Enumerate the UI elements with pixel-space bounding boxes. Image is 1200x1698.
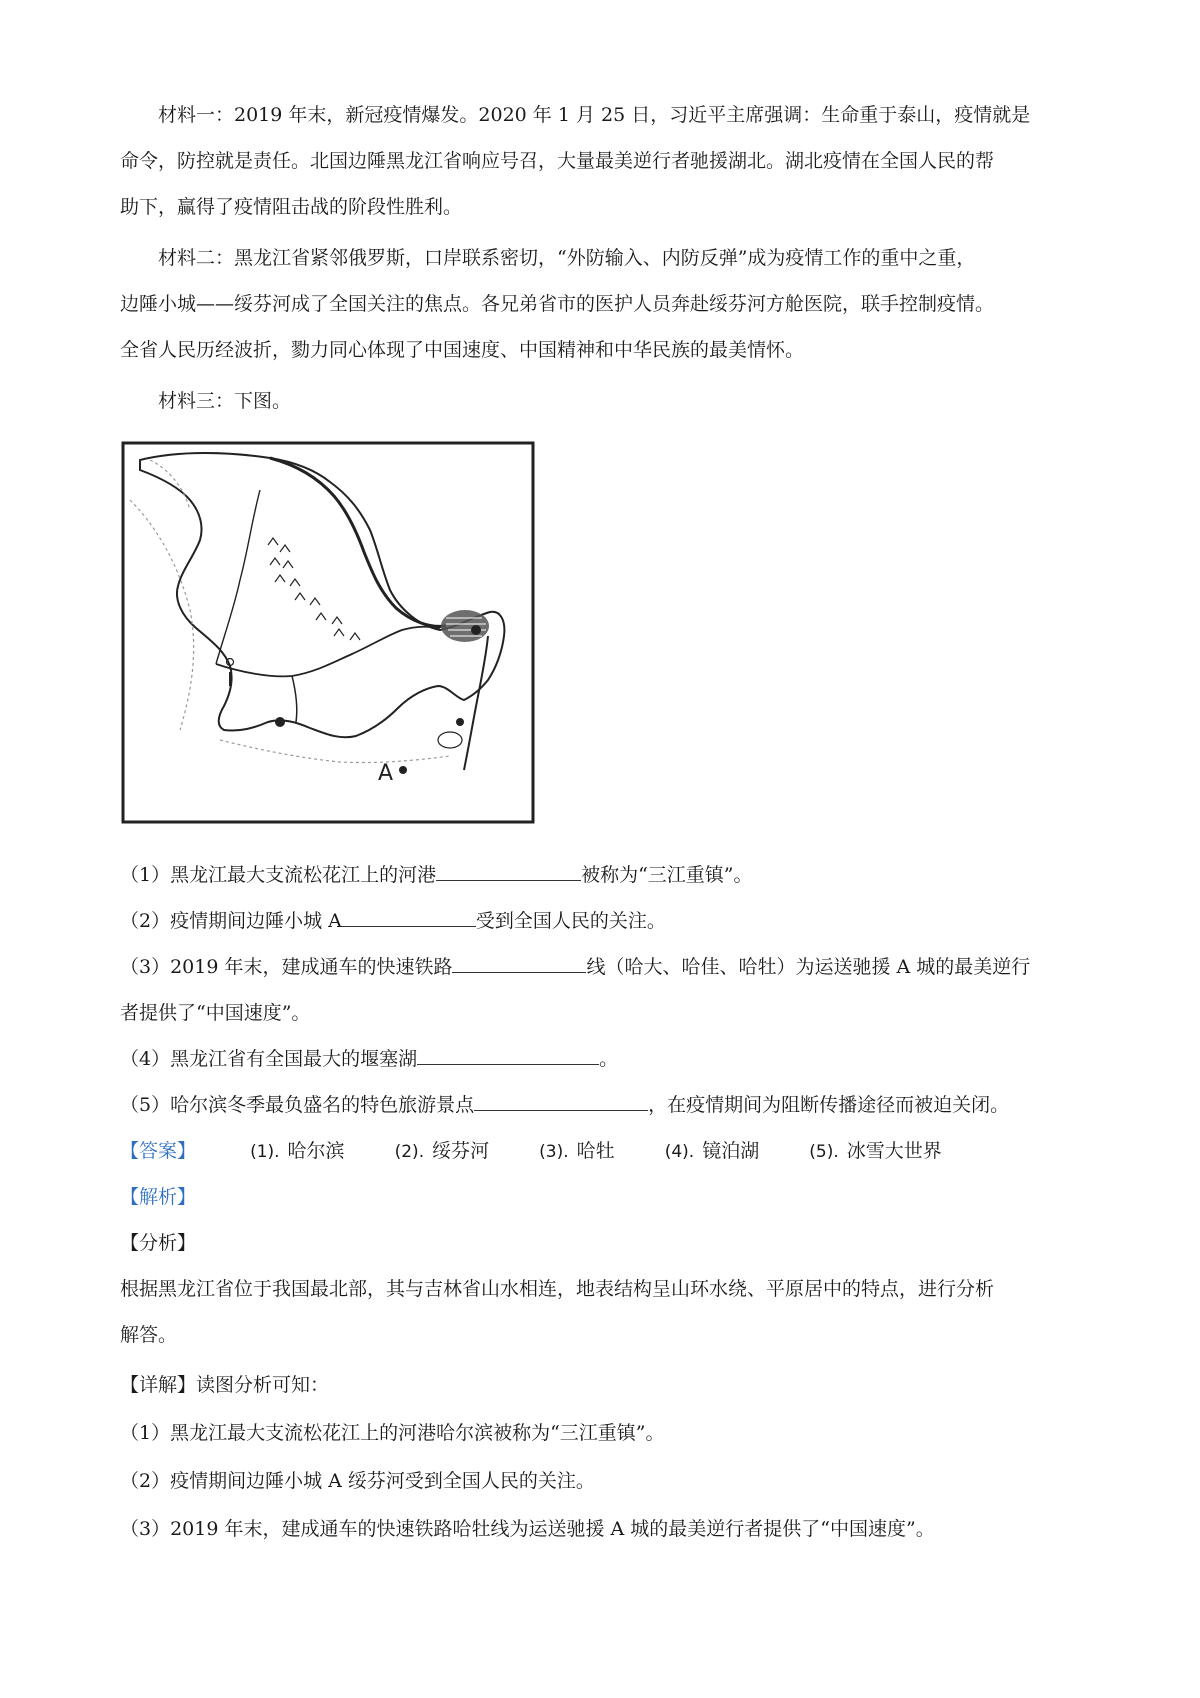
material-3: 材料三：下图。: [158, 390, 292, 412]
answer-item-3-num: (3).: [539, 1142, 569, 1162]
sanjiang-plain: [441, 610, 489, 642]
fenxi-line-1: 根据黑龙江省位于我国最北部，其与吉林省山水相连，地表结构呈山环水绕、平原居中的特点，进行分析: [120, 1278, 995, 1300]
answer-item-4-num: (4).: [664, 1142, 695, 1162]
material-2-line-2: 边陲小城——绥芬河成了全国关注的焦点。各兄弟省市的医护人员奔赴绥芬河方舱医院，联手控制疫情。: [120, 293, 995, 315]
question-5: [120, 1082, 1110, 1128]
answer-label: 【答案】: [120, 1140, 197, 1162]
answer-item-4-text: 镜泊湖: [702, 1140, 760, 1162]
question-4: [120, 1036, 1110, 1082]
question-5-text-end: ，在疫情期间为阻断传播途径而被迫关闭。: [648, 1094, 1010, 1116]
analysis-label: 【解析】: [120, 1186, 197, 1208]
city-south-east: [456, 718, 464, 726]
question-2: [120, 898, 1110, 944]
answer-item-1-num: (1).: [250, 1142, 280, 1162]
question-4-text-end: 。: [599, 1048, 619, 1070]
question-5-blank: [474, 1084, 648, 1111]
answer-item-1: [250, 1128, 345, 1175]
detail-intro: 读图分析可知：: [196, 1374, 330, 1396]
detail-label: 【详解】: [120, 1374, 197, 1396]
answer-item-4: [665, 1128, 760, 1175]
material-1-line-3: 助下，赢得了疫情阻击战的阶段性胜利。: [120, 196, 463, 218]
detail-1: （1）黑龙江最大支流松花江上的河港哈尔滨被称为“三江重镇”。: [120, 1422, 665, 1444]
answer-item-5-text: 冰雪大世界: [846, 1140, 942, 1162]
heilongjiang-map: [120, 440, 536, 825]
answer-item-1-text: 哈尔滨: [287, 1140, 345, 1162]
fenxi-line-2: 解答。: [120, 1324, 178, 1346]
question-2-text-end: 受到全国人民的关注。: [475, 910, 666, 932]
city-east: [471, 625, 481, 635]
answer-item-5-num: (5).: [809, 1142, 839, 1162]
question-3-line-2: 者提供了“中国速度”。: [120, 1002, 311, 1024]
detail-heading: [120, 1362, 1110, 1408]
question-1-text: （1）黑龙江最大支流松花江上的河港: [120, 864, 437, 886]
answer-item-3: [539, 1128, 615, 1175]
detail-2: （2）疫情期间边陲小城 A 绥芬河受到全国人民的关注。: [120, 1470, 595, 1492]
fenxi-label: 【分析】: [120, 1232, 197, 1254]
answer-item-2-num: (2).: [394, 1142, 425, 1162]
material-1-line-1: 材料一：2019 年末，新冠疫情爆发。2020 年 1 月 25 日，习近平主席强调：生命重于泰山，疫情就是: [158, 104, 1031, 126]
city-harbin: [275, 717, 285, 727]
question-3: [120, 944, 1110, 990]
question-4-text: （4）黑龙江省有全国最大的堰塞湖: [120, 1048, 418, 1070]
answer-row: [120, 1128, 1110, 1175]
question-3-text: （3）2019 年末，建成通车的快速铁路: [120, 956, 453, 978]
question-1: [120, 852, 1110, 898]
question-2-text: （2）疫情期间边陲小城 A: [120, 910, 342, 932]
question-1-blank: [436, 854, 581, 881]
detail-3: （3）2019 年末，建成通车的快速铁路哈牡线为运送驰援 A 城的最美逆行者提供了“中国速度”。: [120, 1518, 935, 1540]
material-2-line-1: 材料二：黑龙江省紧邻俄罗斯，口岸联系密切，“外防输入、内防反弹”成为疫情工作的重中之重，: [158, 247, 976, 269]
question-2-blank: [342, 900, 476, 927]
question-5-text: （5）哈尔滨冬季最负盛名的特色旅游景点: [120, 1094, 475, 1116]
question-3-blank: [452, 946, 586, 973]
city-suifenhe: [399, 766, 407, 774]
question-4-blank: [417, 1038, 599, 1065]
question-3-text-end: 线（哈大、哈佳、哈牡）为运送驰援 A 城的最美逆行: [586, 956, 1031, 978]
material-1-line-2: 命令，防控就是责任。北国边陲黑龙江省响应号召，大量最美逆行者驰援湖北。湖北疫情在全国人民的帮: [120, 150, 995, 172]
answer-item-3-text: 哈牡: [576, 1140, 615, 1162]
answer-item-5: [809, 1128, 942, 1175]
answer-item-2-text: 绥芬河: [432, 1140, 490, 1162]
answer-item-2: [395, 1128, 490, 1175]
material-2-line-3: 全省人民历经波折，勠力同心体现了中国速度、中国精神和中华民族的最美情怀。: [120, 339, 805, 361]
map-label-a: A: [378, 761, 394, 786]
question-1-text-end: 被称为“三江重镇”。: [581, 864, 753, 886]
